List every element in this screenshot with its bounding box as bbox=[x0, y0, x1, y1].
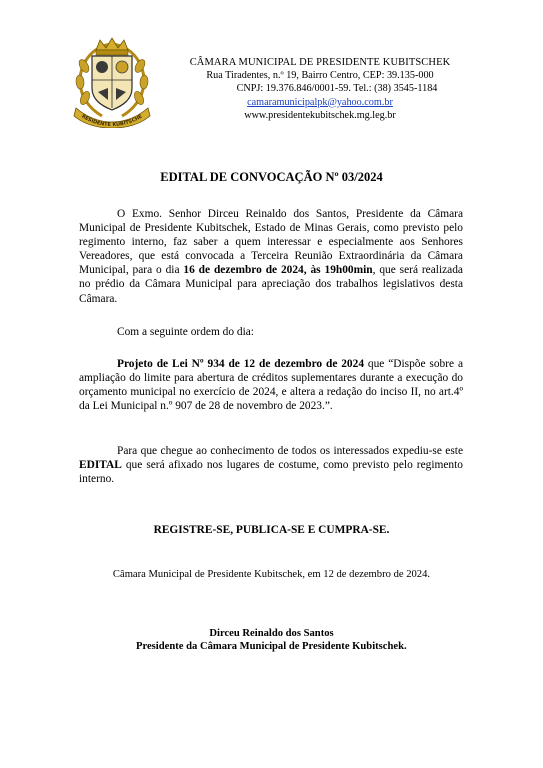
bill-title-bold: Projeto de Lei Nº 934 de 12 de dezembro de 2024 bbox=[117, 358, 365, 370]
website: www.presidentekubitschek.mg.leg.br bbox=[244, 109, 396, 121]
p4-text-a: Para que chegue ao conhecimento de todos os interessados expediu-se este bbox=[117, 445, 463, 457]
signatory-role bbox=[136, 641, 407, 652]
p1-text-c: , que será realizada no prédio da Câmara Municipal para apreciação dos trabalhos legislativos desta Câmara. bbox=[79, 264, 463, 305]
org-name: CÂMARA MUNICIPAL DE PRESIDENTE KUBITSCHEK bbox=[189, 57, 451, 68]
paragraph-convocation bbox=[79, 207, 463, 306]
paragraph-agenda-intro bbox=[79, 325, 463, 339]
letterhead bbox=[150, 56, 490, 122]
address: Rua Tiradentes, n.º 19, Bairro Centro, CEP: 39.135-000 bbox=[206, 70, 434, 82]
document-title: EDITAL DE CONVOCAÇÃO Nº 03/2024 bbox=[160, 170, 383, 184]
logo-banner-text: RESIDENTE KUBITSCHE bbox=[80, 113, 144, 128]
email-link[interactable]: camaramunicipalpk@yahoo.com.br bbox=[247, 96, 393, 108]
paragraph-bill bbox=[79, 357, 463, 413]
signatory-role-suffix: . bbox=[403, 641, 407, 652]
signatory-role-text: Presidente da Câmara Municipal de Presidente Kubitschek bbox=[136, 641, 404, 652]
p4-text-c: que será afixado nos lugares de costume, como previsto pelo regimento interno. bbox=[79, 459, 463, 486]
cnpj-phone: CNPJ: 19.376.846/0001-59. Tel.: (38) 3545-1184 bbox=[236, 83, 438, 95]
paragraph-publication bbox=[79, 444, 463, 486]
p2-text: Com a seguinte ordem do dia: bbox=[117, 326, 254, 338]
p1-date-bold: 16 de dezembro de 2024, às 19h00min bbox=[183, 264, 373, 277]
p3-text-b: que “Dispõe sobre a ampliação do limite para abertura de créditos suplementares durante a execução do orçamento municipal no exercício de 2024, e altera a redação do inciso II, no art.4º da Lei Municipal n.º 907 de 28 de novembro de 2023.”. bbox=[79, 358, 464, 413]
signatory-name: Dirceu Reinaldo dos Santos bbox=[209, 628, 334, 639]
p4-edital-bold: EDITAL bbox=[79, 459, 122, 472]
registre-statement: REGISTRE-SE, PUBLICA-SE E CUMPRA-SE. bbox=[153, 524, 390, 536]
coat-of-arms-logo bbox=[66, 36, 158, 128]
date-line: Câmara Municipal de Presidente Kubitschek, em 12 de dezembro de 2024. bbox=[112, 569, 431, 580]
p1-text-a: O Exmo. Senhor Dirceu Reinaldo dos Santos, Presidente da Câmara Municipal de Presidente Kubitschek, Estado de Minas Gerais, como previsto pelo regimento interno, faz saber a quem interessar e especialmente aos Senhores Vereadores, que está convocada a Terceira Reunião Extraordinária da Câmara Municipal, para o dia bbox=[79, 208, 463, 277]
